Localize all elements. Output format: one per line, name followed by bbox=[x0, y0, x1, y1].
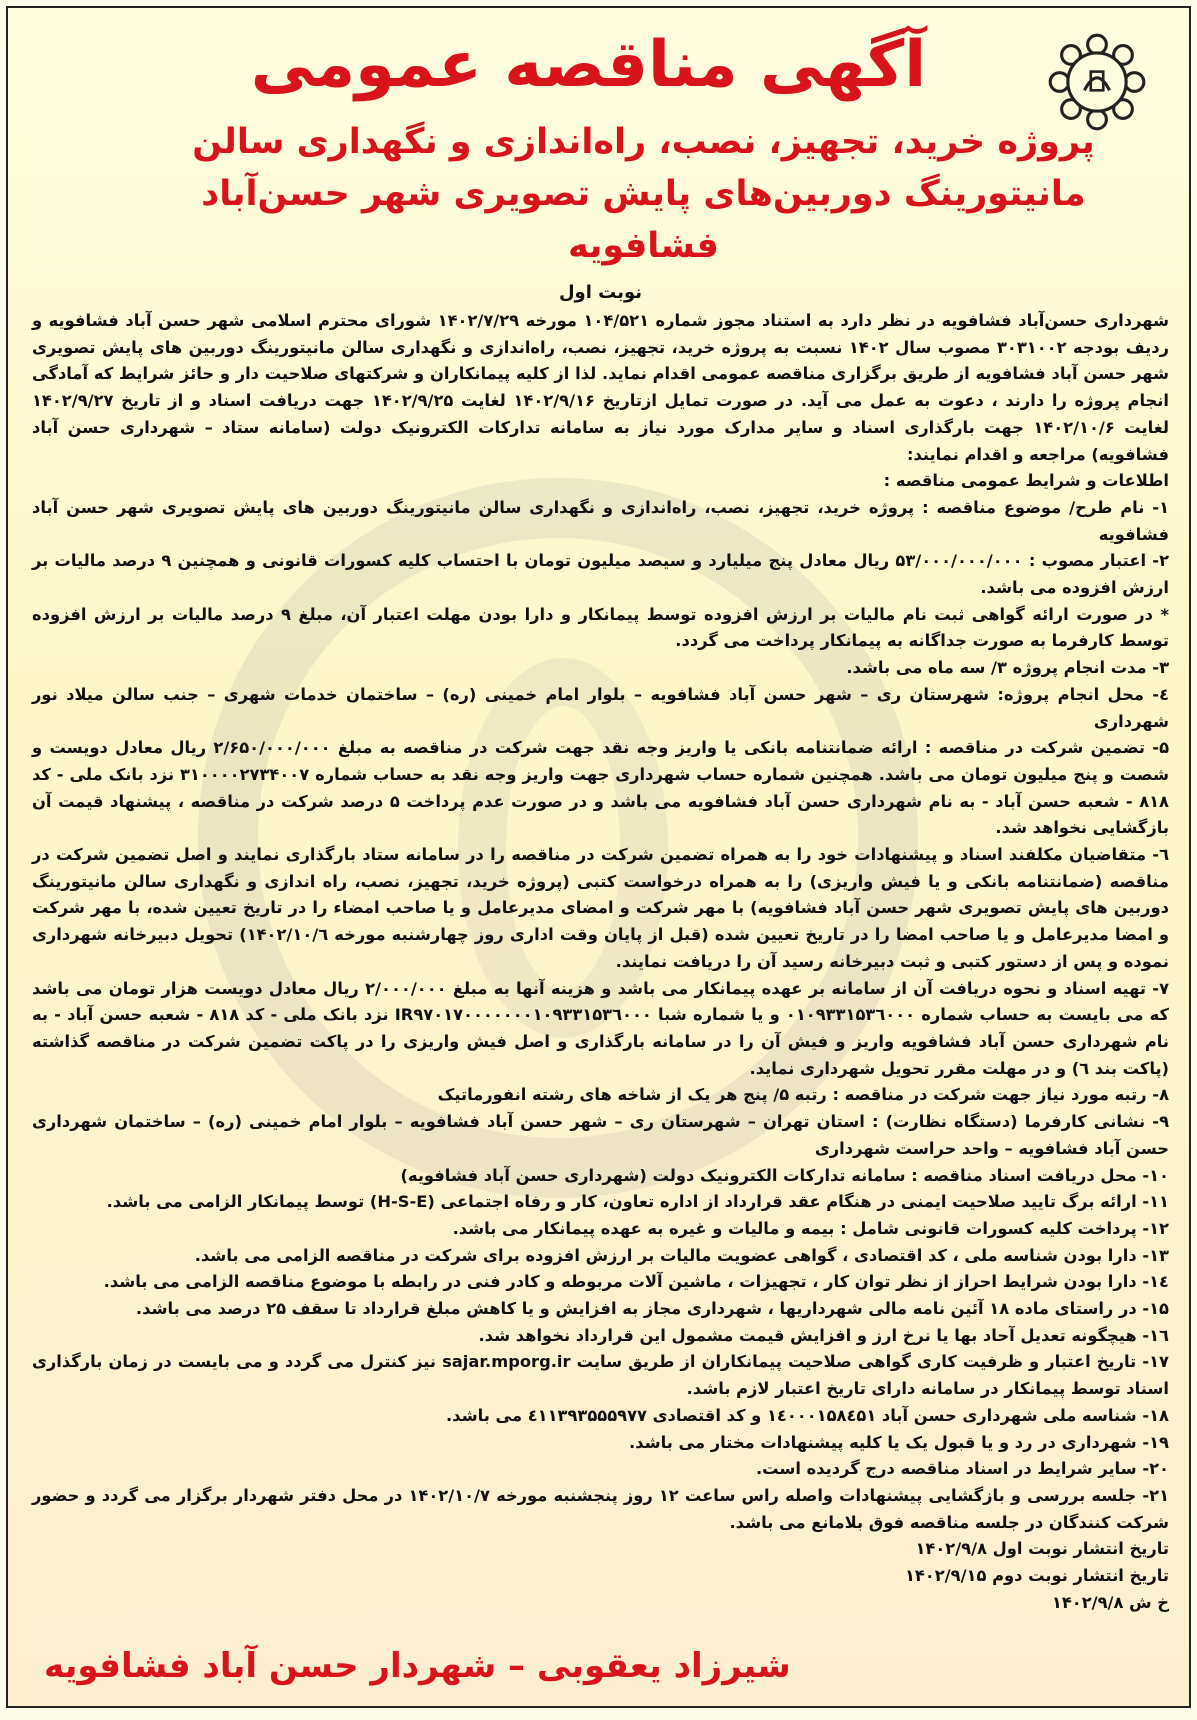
publish-date-1: تاریخ انتشار نوبت اول ۱۴۰۲/۹/۸ bbox=[915, 1539, 1169, 1559]
mayor-signature: شیرزاد یعقوبی – شهردار حسن آباد فشافویه bbox=[44, 1646, 791, 1686]
condition-item: ۱۸- شناسه ملی شهرداری حسن آباد ۱٤۰۰۰۱۵۸٤۵۱ و کد اقتصادی ٤۱۱۳۹۳۵۵۵۹۷۷ می باشد. bbox=[445, 1405, 1169, 1425]
condition-item: ۸- رتبه مورد نیاز جهت شرکت در مناقصه : رتبه ۵/ پنج هر یک از شاخه های رشته انفورماتیک bbox=[437, 1085, 1169, 1105]
condition-item: ۵- تضمین شرکت در مناقصه : ارائه ضمانتنامه بانکی یا واریز وجه نقد جهت شرکت در مناقصه به مبلغ ۲/۶۵۰/۰۰۰/۰۰۰ ریال معادل دویست و شصت و پنج میلیون تومان می باشد. همچنین شماره حساب شهرداری جهت واریز وجه نقد به حساب شماره ۳۱۰۰۰۰۲۷۳۴۰۰۷ نزد بانک ملی - کد ۸۱۸ - شعبه حسن آباد - به نام شهرداری حسن آباد فشافویه می باشد و در صورت عدم پرداخت ۵ درصد شرکت در مناقصه ، پیشنهاد قیمت آن بازگشایی نخواهد شد. bbox=[32, 738, 1169, 838]
condition-item: ۲۰- سایر شرایط در اسناد مناقصه درج گردیده است. bbox=[755, 1459, 1169, 1479]
condition-item: ٤- محل انجام پروژه: شهرستان ری – شهر حسن آباد فشافویه – بلوار امام خمینی (ره) – ساختمان خدمات شهری – جنب سالن میلاد نور شهرداری bbox=[32, 684, 1169, 731]
condition-item: ۲۱- جلسه بررسی و بازگشایی پیشنهادات واصله راس ساعت ۱۲ روز پنجشنبه مورخه ۱۴۰۲/۱۰/۷ در محل دفتر شهردار برگزار می گردد و حضور شرکت کنندگان در جلسه مناقصه فوق بلامانع می باشد. bbox=[32, 1485, 1170, 1532]
condition-item: ۱۹- شهرداری در رد و یا قبول یک یا کلیه پیشنهادات مختار می باشد. bbox=[629, 1432, 1169, 1452]
condition-item: ۱٦- هیچگونه تعدیل آحاد بها یا نرخ ارز و افزایش قیمت مشمول این قرارداد نخواهد شد. bbox=[478, 1325, 1169, 1345]
condition-item: ۱۳- دارا بودن شناسه ملی ، کد اقتصادی ، گواهی عضویت مالیات بر ارزش افزوده برای شرکت در مناقصه الزامی می باشد. bbox=[194, 1245, 1169, 1265]
condition-item: ۱۵- در راستای ماده ۱۸ آئین نامه مالی شهرداریها ، شهرداری مجاز به افزایش و یا کاهش مبلغ قرارداد تا سقف ۲۵ درصد می باشد. bbox=[135, 1299, 1169, 1319]
round-label: نوبت اول bbox=[558, 282, 643, 303]
condition-item: ۱۱- ارائه برگ تایید صلاحیت ایمنی در هنگام عقد قرارداد از اداره تعاون، کار و رفاه اجتماعی (H-S-E) توسط پیمانکار الزامی می باشد. bbox=[106, 1192, 1169, 1212]
notice-subtitle: پروژه خرید، تجهیز، نصب، راه‌اندازی و نگهداری سالن مانیتورینگ دوربین‌های پایش تصویری شهر حسن‌آباد فشافویه bbox=[192, 122, 1095, 266]
publish-date-2: تاریخ انتشار نوبت دوم ۱۴۰۲/۹/۱۵ bbox=[904, 1566, 1169, 1586]
condition-item: ۲- اعتبار مصوب : ۵۳/۰۰۰/۰۰۰/۰۰۰ ریال معادل پنج میلیارد و سیصد میلیون تومان با احتساب کلیه کسورات قانونی و همچنین ۹ درصد مالیات بر ارزش افزوده می باشد. bbox=[32, 551, 1169, 598]
conditions-list bbox=[32, 495, 1169, 1536]
condition-item: * در صورت ارائه گواهی ثبت نام مالیات بر ارزش افزوده توسط پیمانکار و دارا بودن مهلت اعتبار آن، مبلغ ۹ درصد مالیات بر ارزش افزوده توسط کارفرما به صورت جداگانه به پیمانکار پرداخت می گردد. bbox=[32, 604, 1169, 651]
condition-item: ۱٤- دارا بودن شرایط احراز از نظر توان کار ، تجهیزات ، ماشین آلات مربوطه و کادر فنی در رابطه با موضوع مناقصه الزامی می باشد. bbox=[103, 1272, 1169, 1292]
condition-item: ۱۲- پرداخت کلیه کسورات قانونی شامل : بیمه و مالیات و غیره به عهده پیمانکار می باشد. bbox=[452, 1218, 1169, 1238]
condition-item: ۳- مدت انجام پروژه ۳/ سه ماه می باشد. bbox=[846, 658, 1169, 678]
notice-header bbox=[8, 8, 1189, 272]
ref-code: خ ش ۱۴۰۲/۹/۸ bbox=[1051, 1592, 1169, 1612]
condition-item: ۱۰- محل دریافت اسناد مناقصه : سامانه تدارکات الکترونیک دولت (شهرداری حسن آباد فشافویه) bbox=[400, 1165, 1169, 1185]
condition-item: ٦- متقاضیان مکلفند اسناد و پیشنهادات خود را به همراه تضمین شرکت در مناقصه را در سامانه ستاد بارگذاری نمایند و اصل تضمین شرکت در مناقصه (ضمانتنامه بانکی و یا فیش واریزی) را به همراه درخواست کتبی (پروژه خرید، تجهیز، نصب، راه اندازی و نگهداری سالن مانیتورینگ دوربین های پایش تصویری شهر حسن آباد فشافویه) با مهر شرکت و امضای مدیرعامل و یا صاحب امضاء را در تاریخ تعیین شده، با مهر شرکت و امضا مدیرعامل و یا صاحب امضا را در تاریخ تعیین شده (قبل از پایان وقت اداری روز چهارشنبه مورخه ۱۴۰۲/۱۰/٦) تحویل دبیرخانه شهرداری نموده و پس از دستور کتبی و ثبت دبیرخانه رسید آن را دریافت نمایند. bbox=[32, 845, 1170, 971]
notice-title: آگهی مناقصه عمومی bbox=[250, 28, 927, 102]
section-heading: اطلاعات و شرایط عمومی مناقصه : bbox=[883, 471, 1169, 491]
condition-item: ۱۷- تاریخ اعتبار و ظرفیت کاری گواهی صلاحیت پیمانکاران از طریق سایت sajar.mporg.ir نیز کنترل می گردد و می بایست در زمان بارگذاری اسناد توسط پیمانکار در سامانه دارای تاریخ اعتبار لازم باشد. bbox=[32, 1352, 1169, 1399]
condition-item: ۹- نشانی کارفرما (دستگاه نظارت) : استان تهران – شهرستان ری – شهر حسن آباد فشافویه – بلوار امام خمینی (ره) – ساختمان شهرداری حسن آباد فشافویه – واحد حراست شهرداری bbox=[32, 1112, 1169, 1158]
condition-item: ۷- تهیه اسناد و نحوه دریافت آن از سامانه بر عهده پیمانکار می باشد و هزینه آنها به مبلغ ۲/۰۰۰/۰۰۰ ریال معادل دویست هزار تومان می باشد که می بایست به حساب شماره ۰۱۰۹۳۳۱۵۳٦۰۰۰ و یا شماره شبا IR۹۷۰۱۷۰۰۰۰۰۰۰۱۰۹۳۳۱۵۳٦۰۰۰ نزد بانک ملی - کد ۸۱۸ - شعبه حسن آباد - به نام شهرداری حسن آباد فشافویه واریز و فیش آن را در سامانه بارگذاری و اصل فیش واریزی را در پاکت تضمین شرکت در مناقصه گذاشته (پاکت بند ٦) و در مهلت مقرر تحویل شهرداری نماید. bbox=[32, 978, 1169, 1078]
notice-body bbox=[8, 272, 1189, 1616]
intro-paragraph: شهرداری حسن‌آباد فشافویه در نظر دارد به استناد مجوز شماره ۱۰۴/۵۲۱ مورخه ۱۴۰۲/۷/۲۹ شورای محترم اسلامی شهر حسن آباد فشافویه و ردیف بودجه ۳۰۳۱۰۰۲ مصوب سال ۱۴۰۲ نسبت به پروژه خرید، تجهیز، نصب، راه‌اندازی و نگهداری سالن مانیتورینگ دوربین های پایش تصویری شهر حسن آباد فشافویه از طریق برگزاری مناقصه عمومی اقدام نماید. لذا از کلیه پیمانکاران و شرکتهای صلاحیت دار و حائز شرایط که آمادگی انجام پروژه را دارند ، دعوت به عمل می آید. در صورت تمایل ازتاریخ ۱۴۰۲/۹/۱۶ لغایت ۱۴۰۲/۹/۲۵ جهت دریافت اسناد و از تاریخ ۱۴۰۲/۹/۲۷ لغایت ۱۴۰۲/۱۰/۶ جهت بارگذاری اسناد و سایر مدارک مورد نیاز به سامانه تدارکات الکترونیک دولت (سامانه ستاد – شهرداری حسن آباد فشافویه) مراجعه و اقدام نمایند: bbox=[32, 311, 1170, 464]
tender-notice-page bbox=[6, 6, 1191, 1708]
condition-item: ۱- نام طرح/ موضوع مناقصه : پروژه خرید، تجهیز، نصب، راه‌اندازی و نگهداری سالن مانیتورینگ دوربین های پایش تصویری شهر حسن آباد فشافویه bbox=[32, 497, 1169, 544]
